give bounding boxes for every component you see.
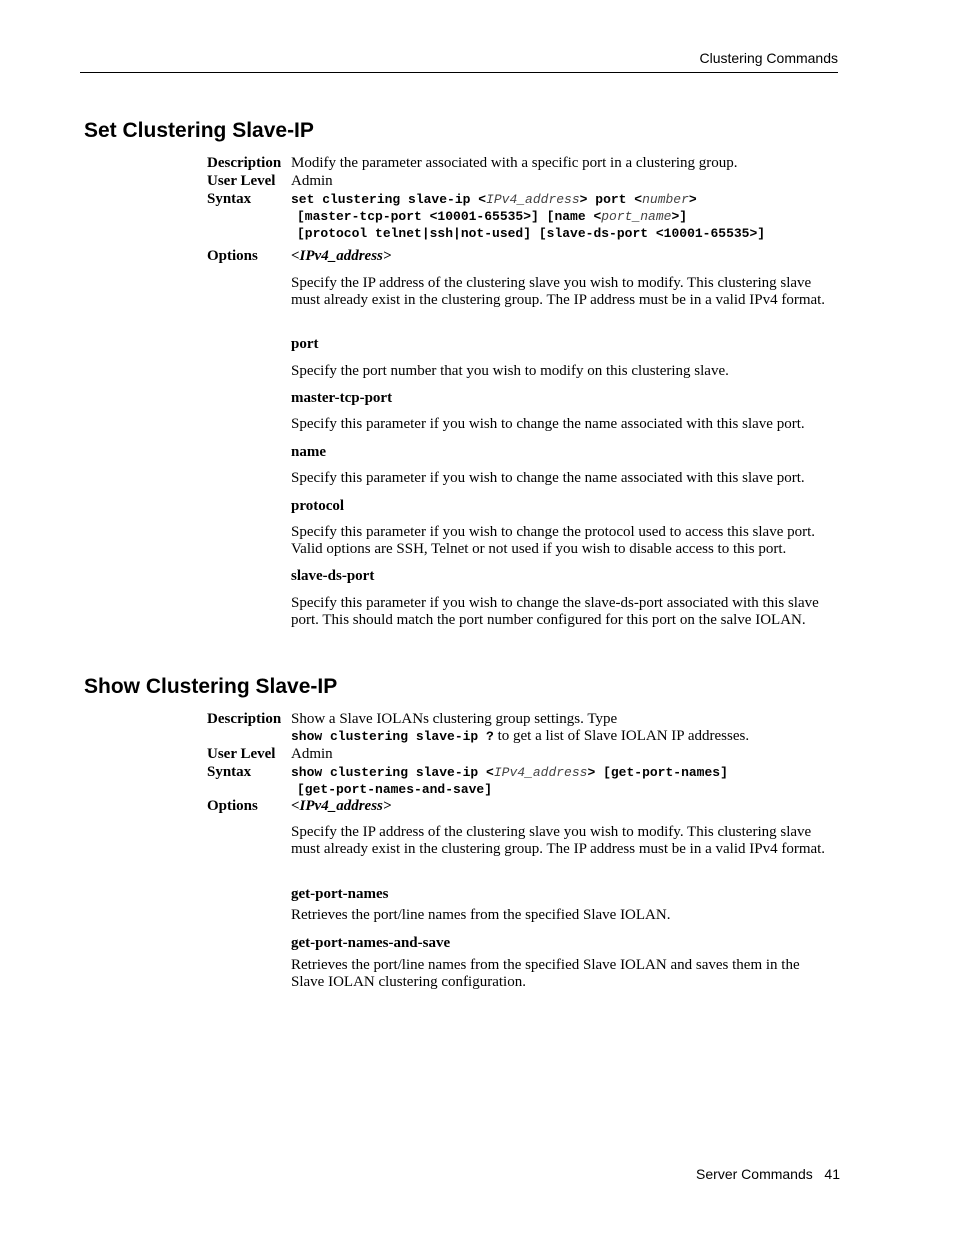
option-description: Specify this parameter if you wish to change the name associated with this slave port. <box>291 416 805 432</box>
syntax-label: Syntax <box>207 764 252 780</box>
description-text: Modify the parameter associated with a specific port in a clustering group. <box>291 155 738 171</box>
syntax-line-2: [get-port-names-and-save] <box>297 782 493 797</box>
option-name: get-port-names-and-save <box>291 935 451 951</box>
option-description: Specify this parameter if you wish to change the slave-ds-port associated with this slave port. This should match the port number configured for this port on the salve IOLAN. <box>291 595 819 628</box>
inline-command: show clustering slave-ip ? <box>291 729 494 744</box>
option-name: <IPv4_address> <box>291 248 392 264</box>
section-heading-set: Set Clustering Slave-IP <box>84 119 314 142</box>
option-name: get-port-names <box>291 886 389 902</box>
option-name: protocol <box>291 498 345 514</box>
option-description: Specify the port number that you wish to modify on this clustering slave. <box>291 363 729 379</box>
options-label: Options <box>207 248 258 264</box>
user-level-label: User Level <box>207 746 276 762</box>
option-name: master-tcp-port <box>291 390 393 406</box>
syntax-line-1: show clustering slave-ip <IPv4_address> [get-port-names] <box>291 765 728 780</box>
syntax-line-3: [protocol telnet|ssh|not-used] [slave-ds-port <10001-65535>] <box>297 226 766 241</box>
syntax-label: Syntax <box>207 191 252 207</box>
option-name: port <box>291 336 319 352</box>
description-label: Description <box>207 155 282 171</box>
option-name: name <box>291 444 326 460</box>
page-number: 41 <box>824 1166 840 1182</box>
user-level-value: Admin <box>291 173 333 189</box>
description-text-line-2: show clustering slave-ip ? to get a list of Slave IOLAN IP addresses. <box>291 728 750 744</box>
option-description: Retrieves the port/line names from the specified Slave IOLAN. <box>291 907 671 923</box>
description-text: Show a Slave IOLANs clustering group settings. Type <box>291 711 618 727</box>
option-name: slave-ds-port <box>291 568 375 584</box>
option-description: Retrieves the port/line names from the specified Slave IOLAN and saves them in the Slave IOLAN clustering configuration. <box>291 957 800 990</box>
user-level-value: Admin <box>291 746 333 762</box>
description-label: Description <box>207 711 282 727</box>
option-name: <IPv4_address> <box>291 798 392 814</box>
option-description: Specify the IP address of the clustering slave you wish to modify. This clustering slave must already exist in the clustering group. The IP address must be in a valid IPv4 format. <box>291 275 826 308</box>
footer-section: Server Commands <box>696 1166 813 1182</box>
running-header: Clustering Commands <box>699 50 838 66</box>
user-level-label: User Level <box>207 173 276 189</box>
options-label: Options <box>207 798 258 814</box>
syntax-line-2: [master-tcp-port <10001-65535>] [name <port_name>] <box>297 209 688 224</box>
option-description: Specify the IP address of the clustering slave you wish to modify. This clustering slave must already exist in the clustering group. The IP address must be in a valid IPv4 format. <box>291 824 826 857</box>
option-description: Specify this parameter if you wish to change the protocol used to access this slave port. Valid options are SSH, Telnet or not used if you wish to disable access to this port. <box>291 524 816 557</box>
option-description: Specify this parameter if you wish to change the name associated with this slave port. <box>291 470 805 486</box>
running-footer <box>696 1166 840 1182</box>
header-rule <box>80 72 838 73</box>
syntax-line-1: set clustering slave-ip <IPv4_address> port <number> <box>291 192 697 207</box>
section-heading-show: Show Clustering Slave-IP <box>84 675 338 698</box>
